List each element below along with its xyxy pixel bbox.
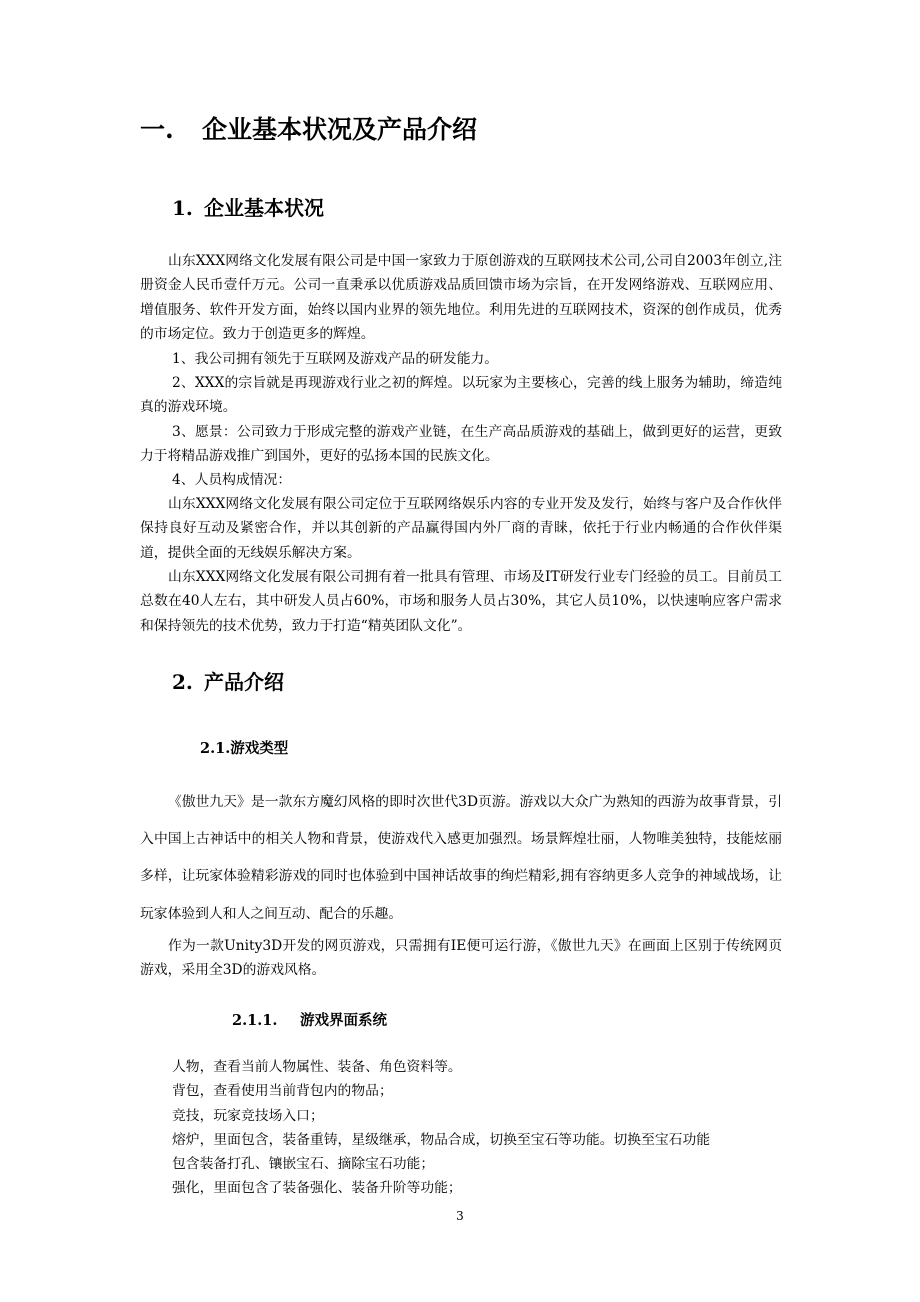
positioning-paragraph: 山东XXX网络文化发展有限公司定位于互联网络娱乐内容的专业开发及发行，始终与客户及合作伙伴保持良好互动及紧密合作，并以其创新的产品赢得国内外厂商的青睐，依托于行业内畅通的合作伙伴渠道，提供全面的无线娱乐解决方案。 [140,496,782,561]
list-item: 人物，查看当前人物属性、装备、角色资料等。 [172,1059,462,1075]
subsection-title: 游戏界面系统 [300,1012,387,1029]
interface-feature-list [172,1055,772,1201]
mission-paragraph: 2、XXX的宗旨就是再现游戏行业之初的辉煌。以玩家为主要核心，完善的线上服务为辅助，缔造纯真的游戏环境。 [140,375,782,416]
list-item: 背包，查看使用当前背包内的物品； [172,1083,393,1100]
subsection-heading-1 [172,192,324,221]
list-item: 熔炉，里面包含，装备重铸，星级继承，物品合成，切换至宝石等功能。切换至宝石功能 [172,1131,711,1148]
list-item: 包含装备打孔、镶嵌宝石、摘除宝石功能； [172,1156,435,1173]
section-heading-1 [140,110,477,146]
subsection-title: 产品介绍 [204,670,284,694]
subsection-number: 1. [172,196,193,220]
section-title: 企业基本状况及产品介绍 [202,115,478,144]
list-item: 竞技，玩家竞技场入口； [172,1107,324,1124]
capability-paragraph: 1、我公司拥有领先于互联网及游戏产品的研发能力。 [172,351,499,367]
subsection-title: 企业基本状况 [204,196,324,220]
staff-composition-paragraph: 山东XXX网络文化发展有限公司拥有着一批具有管理、市场及IT研发行业专门经验的员工。目前员工总数在40人左右，其中研发人员占60%，市场和服务人员占30%，其它人员10%，以快速响应客户需求和保持领先的技术优势，致力于打造“精英团队文化”。 [140,569,782,634]
subsection-heading-2 [172,666,284,695]
company-intro-paragraph: 山东XXX网络文化发展有限公司是中国一家致力于原创游戏的互联网技术公司,公司自2003年创立,注册资金人民币壹仟万元。公司一直秉承以优质游戏品质回馈市场为宗旨，在开发网络游戏、互联网应用、增值服务、软件开发方面，始终以国内业界的领先地位。利用先进的互联网技术，资深的创作成员，优秀的市场定位。致力于创造更多的辉煌。 [140,253,782,343]
game-description-paragraph: 《傲世九天》是一款东方魔幻风格的即时次世代3D页游。游戏以大众广为熟知的西游为故事背景，引入中国上古神话中的相关人物和背景，使游戏代入感更加强烈。场景辉煌壮丽，人物唯美独特，技能炫丽多样，让玩家体验精彩游戏的同时也体验到中国神话故事的绚烂精彩,拥有容纳更多人竞争的神域战场，让玩家体验到人和人之间互动、配合的乐趣。 [140,794,782,922]
subsection-heading-2-1: 2.1.游戏类型 [200,740,289,757]
page-number: 3 [456,1209,464,1223]
subsection-number: 2.1.1. [232,1012,278,1029]
subsection-heading-2-1-1 [232,1009,387,1030]
section-number: 一. [140,115,174,144]
unity3d-paragraph: 作为一款Unity3D开发的网页游戏，只需拥有IE便可运行游，《傲世九天》在画面上区别于传统网页游戏，采用全3D的游戏风格。 [140,938,782,979]
list-item: 强化，里面包含了装备强化、装备升阶等功能； [172,1180,462,1197]
vision-paragraph: 3、愿景：公司致力于形成完整的游戏产业链，在生产高品质游戏的基础上，做到更好的运营，更致力于将精品游戏推广到国外，更好的弘扬本国的民族文化。 [140,424,782,465]
subsection-number: 2. [172,670,193,694]
staff-heading-paragraph: 4、人员构成情况： [172,472,292,488]
